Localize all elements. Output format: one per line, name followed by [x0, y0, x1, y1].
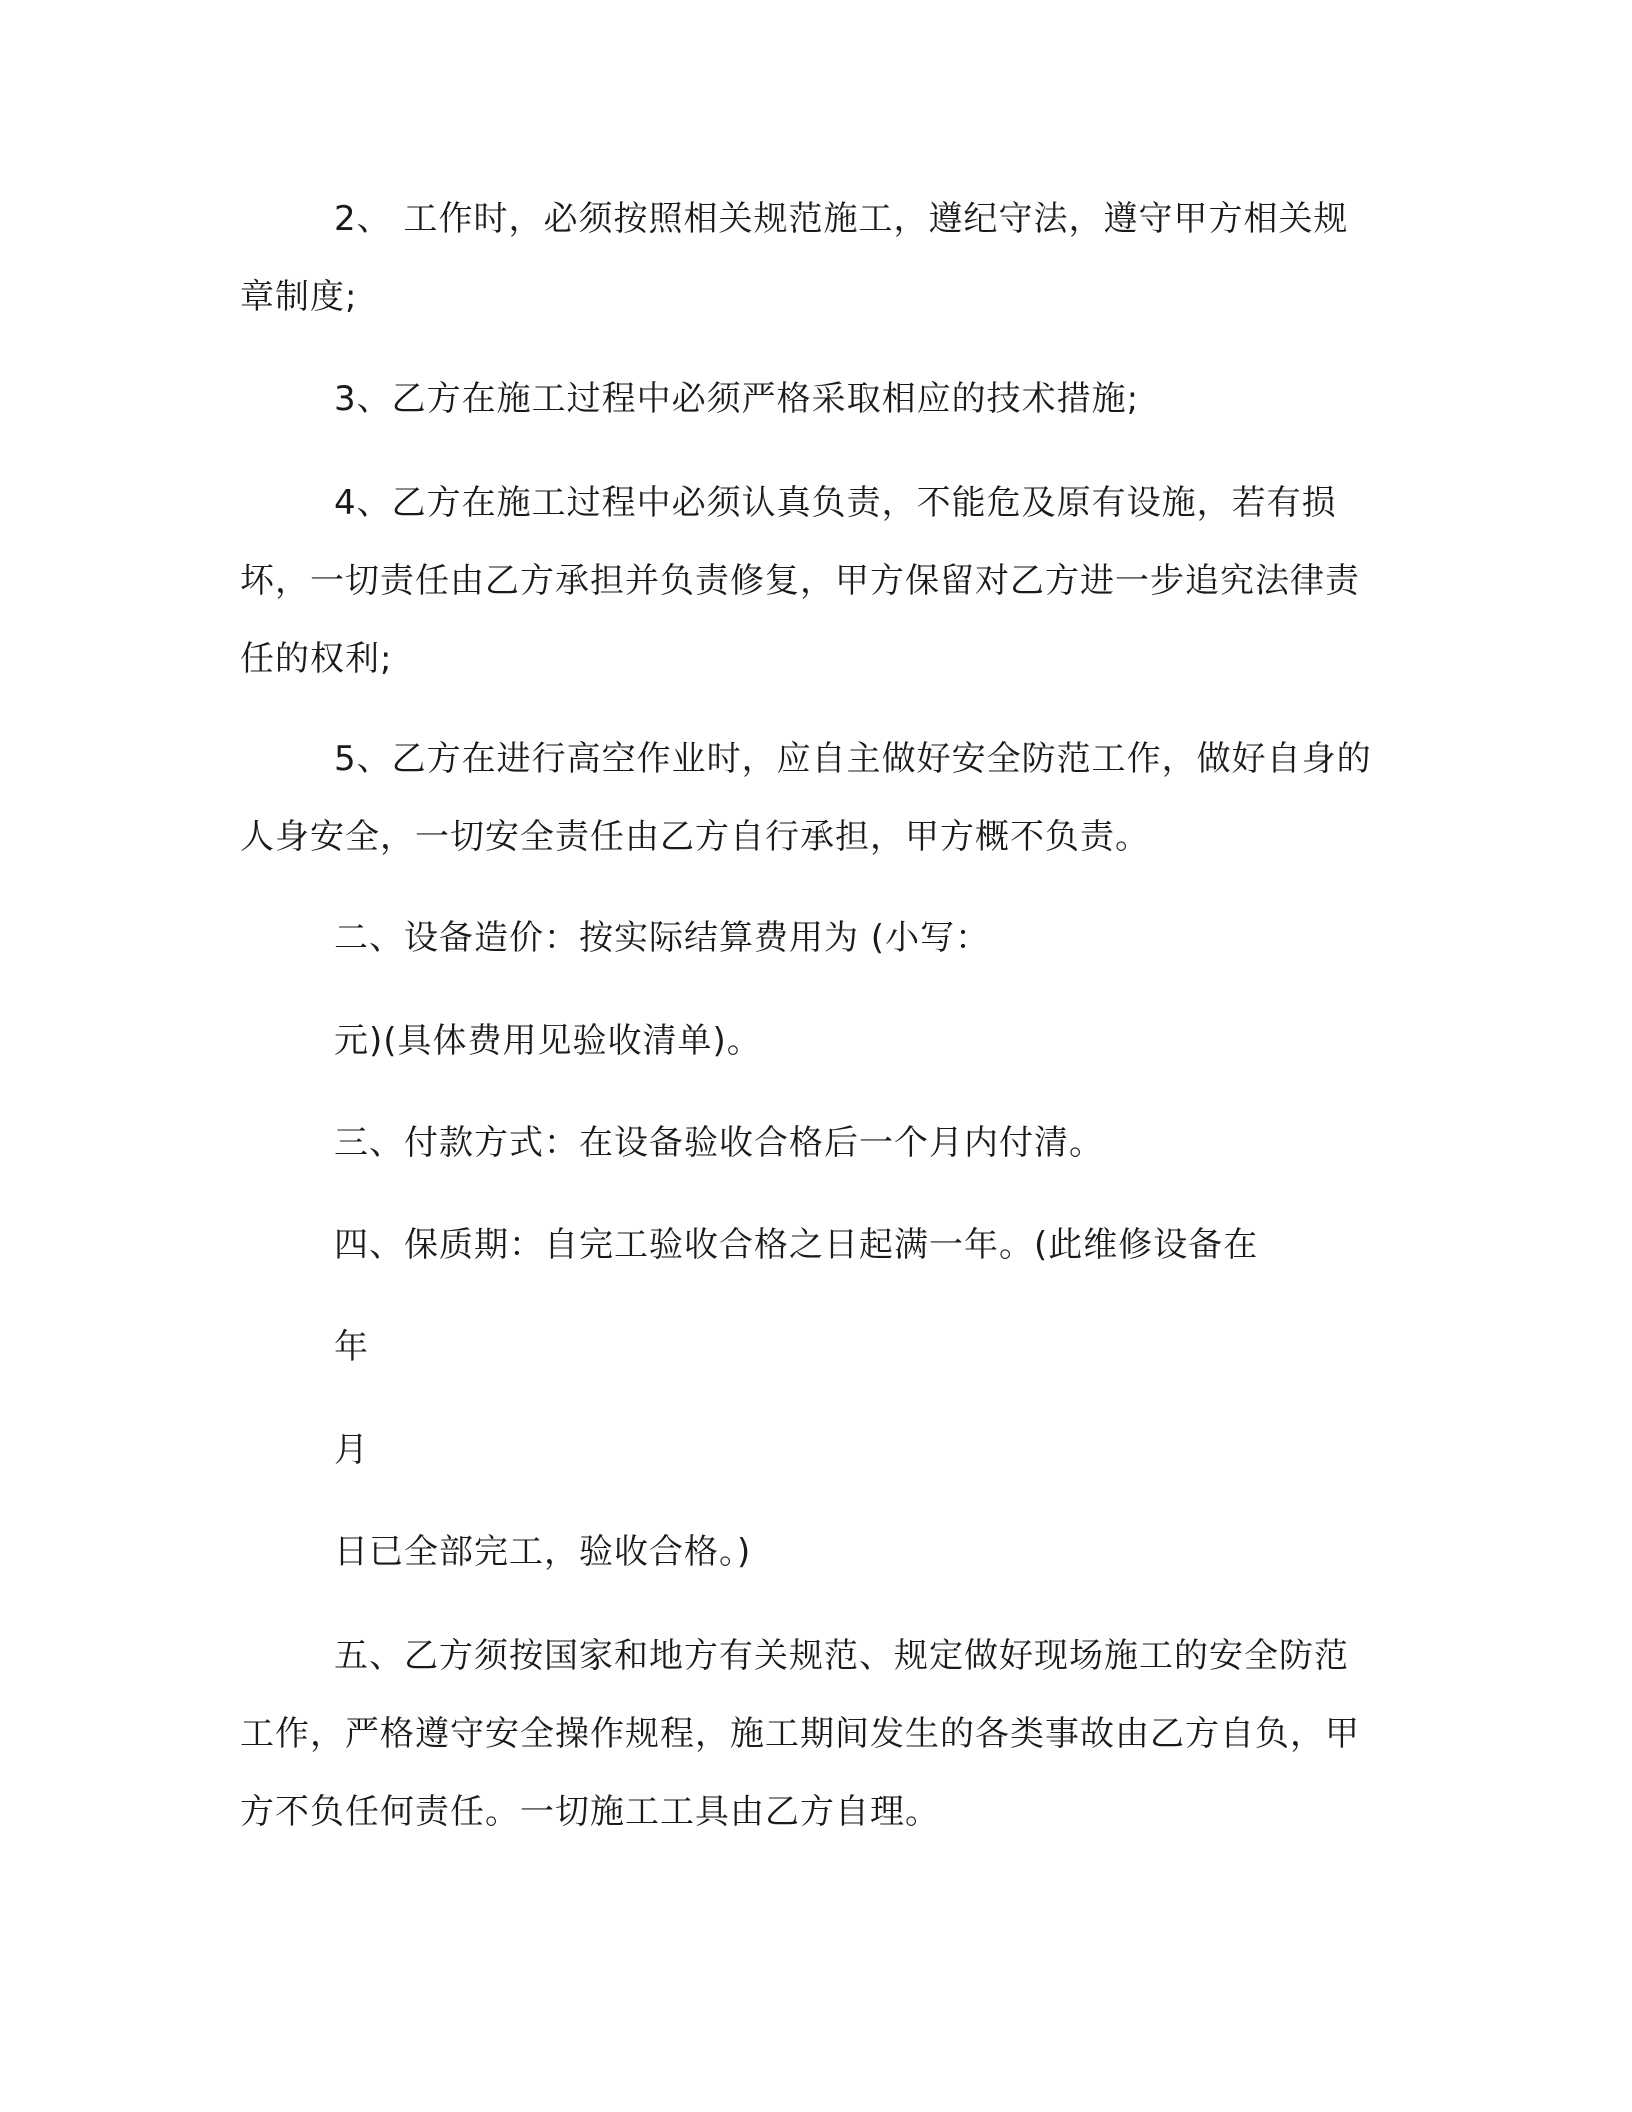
- clause-4-paragraph: 4、乙方在施工过程中必须认真负责，不能危及原有设施，若有损坏，一切责任由乙方承担并负责修复，甲方保留对乙方进一步追究法律责任的权利;: [240, 483, 1360, 679]
- section-warranty-period: 四、保质期：自完工验收合格之日起满一年。(此维修设备在: [334, 1225, 1259, 1265]
- section-safety-responsibility: 五、乙方须按国家和地方有关规范、规定做好现场施工的安全防范工作，严格遵守安全操作规程，施工期间发生的各类事故由乙方自负，甲方不负任何责任。一切施工工具由乙方自理。: [240, 1636, 1360, 1832]
- section-payment-method: 三、付款方式：在设备验收合格后一个月内付清。: [334, 1123, 1104, 1163]
- section-equipment-cost: 二、设备造价：按实际结算费用为 (小写：: [334, 918, 991, 958]
- warranty-year-line: 年: [334, 1327, 369, 1367]
- equipment-cost-continuation: 元)(具体费用见验收清单)。: [334, 1021, 762, 1061]
- clause-5-paragraph: 5、乙方在进行高空作业时，应自主做好安全防范工作，做好自身的人身安全，一切安全责任由乙方自行承担，甲方概不负责。: [240, 739, 1372, 857]
- warranty-day-line: 日已全部完工，验收合格。): [334, 1532, 752, 1572]
- warranty-month-line: 月: [334, 1430, 369, 1470]
- clause-3-paragraph: 3、乙方在施工过程中必须严格采取相应的技术措施;: [334, 379, 1140, 419]
- clause-2-paragraph: 2、 工作时，必须按照相关规范施工，遵纪守法，遵守甲方相关规章制度;: [240, 199, 1349, 317]
